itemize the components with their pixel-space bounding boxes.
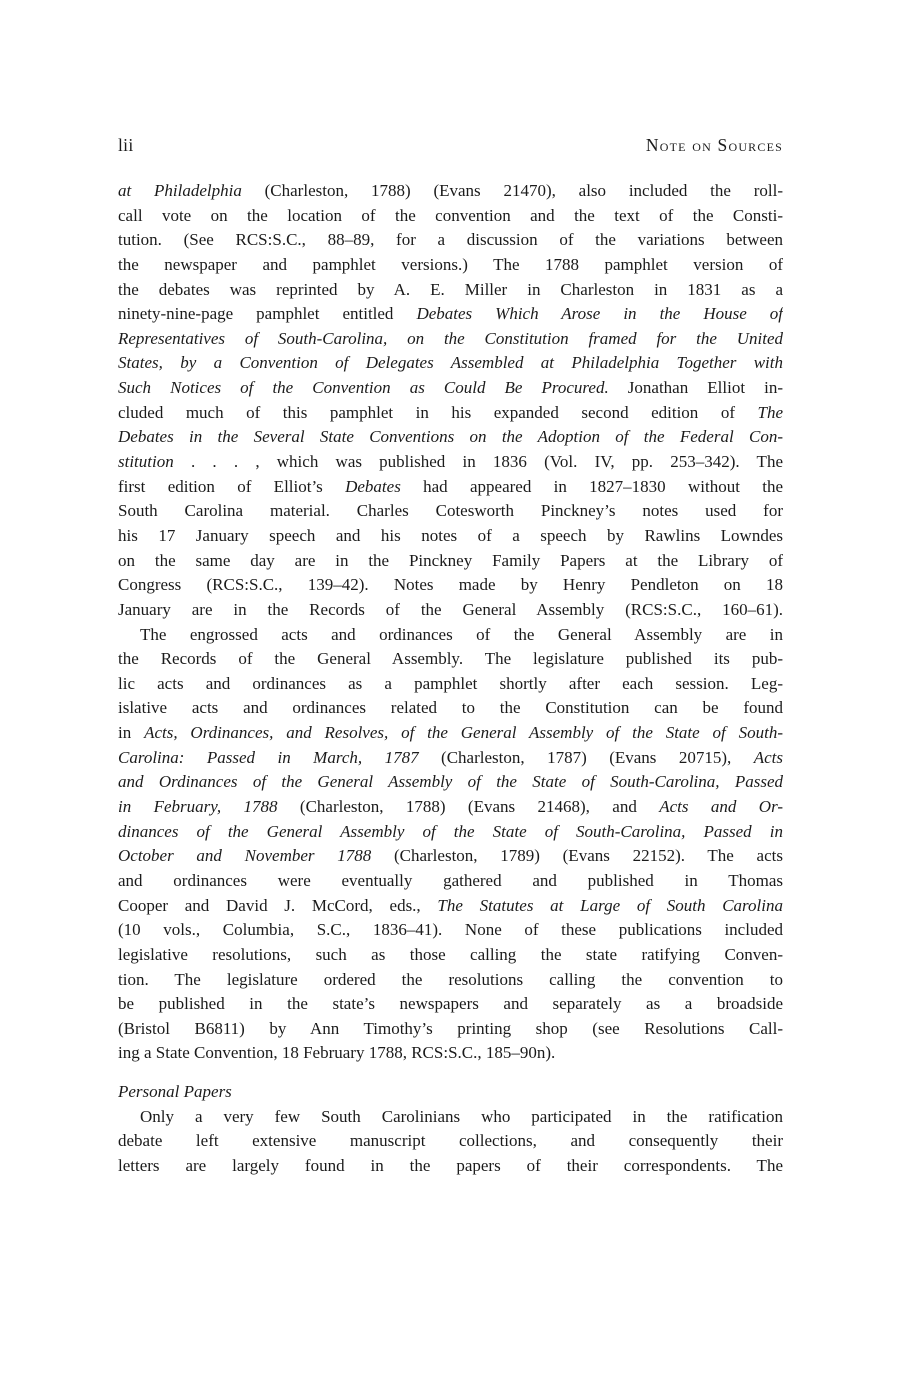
running-head — [118, 133, 783, 157]
body-text-segment: islative acts and ordinances related to the Constitution can be found — [118, 698, 783, 718]
text-line — [118, 351, 783, 376]
text-line — [118, 1154, 783, 1179]
italic-text: Debates Which Arose in the House of — [416, 304, 783, 324]
italic-text: Acts — [753, 747, 783, 767]
text-line — [118, 228, 783, 253]
text-line — [118, 549, 783, 574]
body-text-segment: South Carolina material. Charles Cotesworth Pinckney’s notes used for — [118, 501, 783, 521]
paragraph — [118, 179, 783, 623]
text-line — [118, 401, 783, 426]
italic-text: Representatives of South-Carolina, on the Constitution framed for the United — [118, 328, 783, 348]
body-text-segment: (10 vols., Columbia, S.C., 1836–41). None of these publications included — [118, 920, 783, 940]
body-text-segment: Congress (RCS:S.C., 139–42). Notes made by Henry Pendleton on 18 — [118, 575, 783, 595]
body-text-segment: (Bristol B6811) by Ann Timothy’s printing shop (see Resolutions Call- — [118, 1018, 783, 1038]
text-line — [118, 992, 783, 1017]
text-line — [118, 327, 783, 352]
italic-text: stitution — [118, 452, 174, 472]
text-line — [118, 253, 783, 278]
text-line — [118, 672, 783, 697]
body-text-segment: on the same day are in the Pinckney Family Papers at the Library of — [118, 550, 783, 570]
body-text-segment: . . . , which was published in 1836 (Vol. IV, pp. 253–342). The — [173, 452, 783, 472]
text-line — [118, 278, 783, 303]
italic-text: at Philadelphia — [118, 181, 242, 200]
text-line — [118, 302, 783, 327]
paragraph — [118, 1105, 783, 1179]
text-line — [118, 1017, 783, 1042]
text-line — [118, 770, 783, 795]
body-text-segment: legislative resolutions, such as those calling the state ratifying Conven- — [118, 944, 783, 964]
italic-text: Personal Papers — [118, 1082, 232, 1102]
body-text-segment: (Charleston, 1787) (Evans 20715), — [418, 747, 754, 767]
text-line — [118, 968, 783, 993]
italic-text: States, by a Convention of Delegates Assembled at Philadelphia Together with — [118, 353, 783, 373]
body-text-segment: debate left extensive manuscript collections, and consequently their — [118, 1131, 783, 1151]
body-text-segment: The engrossed acts and ordinances of the General Assembly are in — [140, 624, 783, 644]
italic-text: Carolina: Passed in March, 1787 — [118, 747, 419, 767]
body-text-segment: his 17 January speech and his notes of a speech by Rawlins Lowndes — [118, 525, 783, 545]
text-line — [118, 894, 783, 919]
section-heading — [118, 1080, 783, 1105]
text-line — [118, 820, 783, 845]
text-line — [118, 450, 783, 475]
page-number: lii — [118, 135, 134, 155]
italic-text: The — [757, 402, 783, 422]
text-line — [118, 524, 783, 549]
text-line — [118, 1105, 783, 1130]
body-text-segment: tution. (See RCS:S.C., 88–89, for a discussion of the variations between — [118, 230, 783, 250]
text-line — [118, 696, 783, 721]
body-text-segment: (Charleston, 1789) (Evans 22152). The acts — [371, 846, 783, 866]
paragraph — [118, 623, 783, 1067]
text-line — [118, 623, 783, 648]
body-text-segment: the debates was reprinted by A. E. Miller in Charleston in 1831 as a — [118, 279, 783, 299]
body-text-segment: be published in the state’s newspapers and separately as a broadside — [118, 994, 783, 1014]
body-text-segment: call vote on the location of the convention and the text of the Consti- — [118, 205, 783, 225]
text-line — [118, 573, 783, 598]
text-line — [118, 179, 783, 204]
body-text-segment: the Records of the General Assembly. The legislature published its pub- — [118, 649, 783, 669]
text-line — [118, 844, 783, 869]
italic-text: and Ordinances of the General Assembly of the State of South-Carolina, Passed — [118, 772, 783, 792]
italic-text: Such Notices of the Convention as Could Be Procured. — [118, 378, 609, 398]
text-line — [118, 1080, 783, 1105]
text-line — [118, 1129, 783, 1154]
text-block — [118, 133, 783, 1179]
body-text-segment: the newspaper and pamphlet versions.) The 1788 pamphlet version of — [118, 254, 783, 274]
body-text-segment: lic acts and ordinances as a pamphlet shortly after each session. Leg- — [118, 673, 783, 693]
body-text-segment: Jonathan Elliot in- — [608, 378, 783, 398]
text-line — [118, 204, 783, 229]
body-text-segment: January are in the Records of the General Assembly (RCS:S.C., 160–61). — [118, 599, 783, 619]
italic-text: Debates — [345, 476, 401, 496]
text-line — [118, 475, 783, 500]
body-text-segment: first edition of Elliot’s — [118, 476, 346, 496]
body-text-segment: ing a State Convention, 18 February 1788, RCS:S.C., 185–90n). — [118, 1043, 556, 1063]
italic-text: Acts and Or- — [659, 797, 783, 817]
italic-text: October and November 1788 — [118, 846, 372, 866]
text-line — [118, 376, 783, 401]
body-text-segment: in — [118, 723, 145, 743]
body-text-segment: Only a very few South Carolinians who participated in the ratification — [140, 1106, 783, 1126]
text-line — [118, 598, 783, 623]
text-line — [118, 943, 783, 968]
body-text-segment: tion. The legislature ordered the resolutions calling the convention to — [118, 969, 783, 989]
text-line — [118, 746, 783, 771]
italic-text: Debates in the Several State Conventions on the Adoption of the Federal Con- — [118, 427, 783, 447]
text-line — [118, 869, 783, 894]
text-line — [118, 647, 783, 672]
body-text-segment: ninety-nine-page pamphlet entitled — [118, 304, 417, 324]
body-text-segment: had appeared in 1827–1830 without the — [400, 476, 783, 496]
text-line — [118, 499, 783, 524]
text-line — [118, 795, 783, 820]
italic-text: Acts, Ordinances, and Resolves, of the General Assembly of the State of South- — [144, 723, 783, 743]
body-text-segment: and ordinances were eventually gathered and published in Thomas — [118, 870, 783, 890]
text-line — [118, 918, 783, 943]
running-header-title: Note on Sources — [645, 135, 783, 155]
body-text-segment: Cooper and David J. McCord, eds., — [118, 895, 438, 915]
body-text-segment: (Charleston, 1788) (Evans 21470), also included the roll- — [241, 181, 783, 200]
body-text-segment: (Charleston, 1788) (Evans 21468), and — [277, 797, 660, 817]
text-line — [118, 425, 783, 450]
page-body — [118, 179, 783, 1179]
text-line — [118, 721, 783, 746]
italic-text: The Statutes at Large of South Carolina — [437, 895, 783, 915]
italic-text: dinances of the General Assembly of the State of South-Carolina, Passed in — [118, 821, 783, 841]
text-line — [118, 1041, 783, 1066]
body-text-segment: cluded much of this pamphlet in his expanded second edition of — [118, 402, 758, 422]
italic-text: in February, 1788 — [118, 797, 278, 817]
body-text-segment: letters are largely found in the papers of their correspondents. The — [118, 1155, 783, 1175]
